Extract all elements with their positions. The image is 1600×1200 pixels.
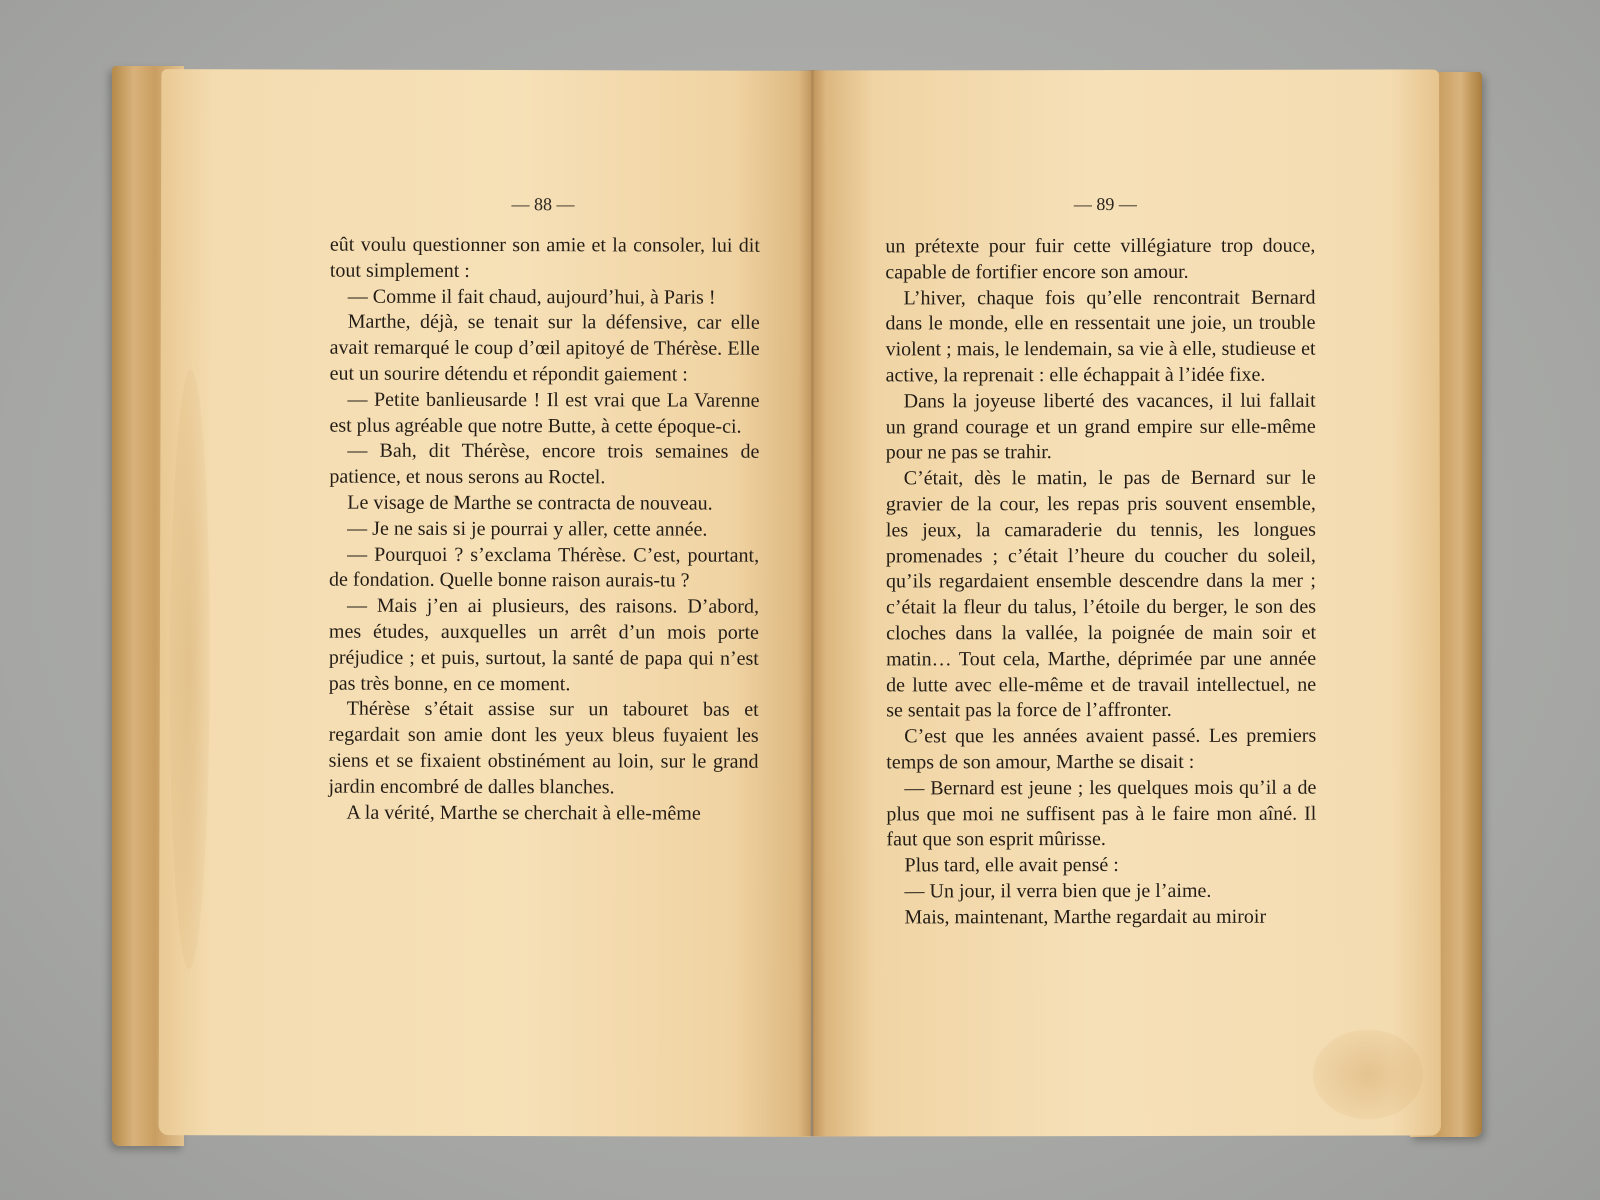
paragraph: A la vérité, Marthe se cherchait à elle-même (346, 801, 701, 825)
paragraph: C’est que les années avaient passé. Les premiers temps de son amour, Marthe se disait : (886, 724, 1317, 774)
right-page-text (885, 234, 1316, 931)
paragraph: — Bernard est jeune ; les quelques mois qu’il a de plus que moi ne suffisent pas à le faire mon aîné. Il faut que son esprit mûrisse. (886, 776, 1317, 851)
paragraph: un prétexte pour fuir cette villégiature trop douce, capable de fortifier encore son amour. (885, 234, 1316, 284)
paragraph: Le visage de Marthe se contracta de nouveau. (347, 491, 713, 515)
page-stain (169, 369, 211, 969)
paragraph: Dans la joyeuse liberté des vacances, il lui fallait un grand courage et un grand empire sur elle-même pour ne pas se trahir. (885, 389, 1316, 464)
paragraph: Thérèse s’était assise sur un tabouret bas et regardait son amie dont les yeux bleus fuyaient les siens et se fixaient obstinément au loin, sur le grand jardin encombré de dalles blanches. (328, 697, 759, 799)
paragraph: C’était, dès le matin, le pas de Bernard sur le gravier de la cour, les repas pris souvent ensemble, les jeux, la camaraderie du tennis, les longues promenades ; c’était l’heure du coucher du soleil, qu’ils regardaient ensemble descendre dans la mer ; c’était la fleur du talus, l’étoile du berger, le son des cloches dans la vallée, la poignée de main soir et matin… Tout cela, Marthe, déprimée par une année de lutte avec elle-même et de travail intellectuel, ne se sentait pas la force de l’affronter. (885, 466, 1317, 722)
paragraph: Plus tard, elle avait pensé : (904, 854, 1119, 877)
page-number: — 89 — (1073, 193, 1137, 215)
paragraph: — Bah, dit Thérèse, encore trois semaines de patience, et nous serons au Roctel. (329, 440, 760, 489)
paragraph: — Je ne sais si je pourrai y aller, cette année. (347, 517, 708, 541)
paragraph: — Comme il fait chaud, aujourd’hui, à Paris ! (347, 285, 716, 309)
paragraph: — Un jour, il verra bien que je l’aime. (904, 879, 1212, 903)
paragraph: — Petite banlieusarde ! Il est vrai que La Varenne est plus agréable que notre Butte, à cette époque-ci. (329, 388, 760, 438)
paragraph: Mais, maintenant, Marthe regardait au miroir (904, 905, 1267, 929)
paragraph: eût voulu questionner son amie et la consoler, lui dit tout simplement : (329, 233, 760, 282)
page-stain (1313, 1029, 1423, 1119)
paragraph: — Mais j’en ai plusieurs, des raisons. D’abord, mes études, auxquelles un arrêt d’un mois porte préjudice ; et puis, surtout, la santé de papa qui n’est pas très bonne, en ce moment. (328, 594, 760, 695)
left-page-text (328, 233, 760, 827)
paragraph: Marthe, déjà, se tenait sur la défensive, car elle avait remarqué le coup d’œil apitoyé de Thérèse. Elle eut un sourire détendu et répondit gaiement : (329, 311, 760, 386)
paragraph: — Pourquoi ? s’exclama Thérèse. C’est, pourtant, de fondation. Quelle bonne raison aurais-tu ? (329, 543, 760, 592)
paragraph: L’hiver, chaque fois qu’elle rencontrait Bernard dans le monde, elle en ressentait une joie, un trouble violent ; mais, le lendemain, sa vie à elle, studieuse et active, la reprenait : elle échappait à l’idée fixe. (885, 286, 1316, 387)
page-number: — 88 — (511, 194, 575, 215)
right-page (811, 69, 1441, 1136)
left-page (159, 69, 814, 1137)
